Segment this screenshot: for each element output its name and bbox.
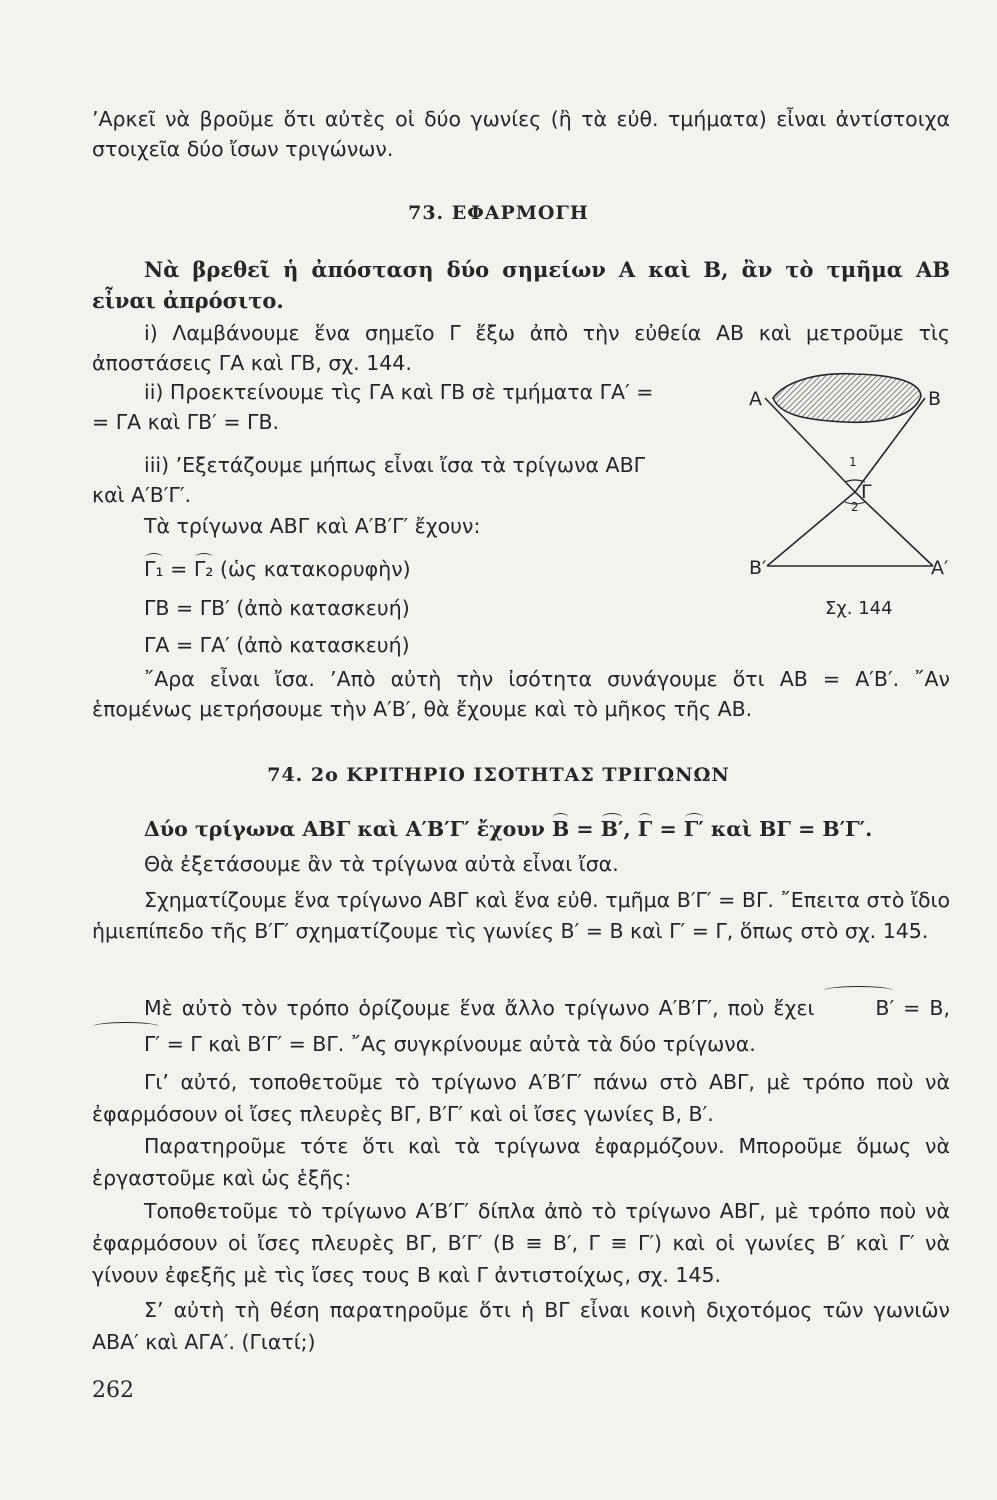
label-bp: Β′ [749, 557, 767, 579]
p3-prefix: Μὲ αὐτὸ τὸν τρόπο ὁρίζουμε ἕνα ἄλλο τρίγωνο Α′Β′Γ′, ποὺ ἔχει [144, 996, 824, 1020]
sec74-paragraph-4: Γι’ αὐτό, τοποθετοῦμε τὸ τρίγωνο Α′Β′Γ′ πάνω στὸ ΑΒΓ, μὲ τρόπο ποὺ νὰ ἐφαρμόσουν οἱ ἴσες πλευρὲς ΒΓ, Β′Γ′ καὶ οἱ ἴσες γωνίες Β, Β′. [92, 1070, 950, 1126]
section-73-heading: 73. ΕΦΑΡΜΟΓΗ [408, 202, 589, 224]
statement-sep: , [623, 817, 638, 841]
p3-suffix: = Γ καὶ Β′Γ′ = ΒΓ. ῎Ας συγκρίνουμε αὐτὰ τὰ δύο τρίγωνα. [160, 1032, 756, 1056]
triangles-have: Τὰ τρίγωνα ΑΒΓ καὶ Α′Β′Γ′ ἔχουν: [144, 514, 481, 538]
p3-mid: = Β, [894, 996, 950, 1020]
line-g-ap [855, 492, 933, 566]
equality-angles [144, 557, 411, 581]
step-2-line-1: ii) Προεκτείνουμε τὶς ΓΑ καὶ ΓΒ σὲ τμήματα ΓΑ′ = [144, 380, 654, 404]
label-ap: Α′ [931, 557, 949, 579]
conclusion-paragraph: ῎Αρα εἶναι ἴσα. ’Απὸ αὐτὴ τὴν ἰσότητα συνάγουμε ὅτι ΑΒ = Α′Β′. ῎Αν ἑπομένως μετρήσουμε τὴν Α′Β′, θὰ ἔχουμε καὶ τὸ μῆκος τῆς ΑΒ. [92, 667, 950, 721]
statement-eq-1: = [569, 817, 601, 841]
label-a: Α [749, 388, 762, 410]
label-1: 1 [849, 455, 857, 469]
figure-144-caption: Σχ. 144 [825, 598, 893, 619]
statement-prefix: Δύο τρίγωνα ΑΒΓ καὶ Α′Β′Γ′ ἔχουν [144, 817, 552, 841]
step-3-line-1: iii) ’Εξετάζουμε μήπως εἶναι ἴσα τὰ τρίγωνα ΑΒΓ [144, 453, 646, 477]
label-b: Β [928, 388, 942, 410]
equality-note: (ὡς κατακορυφὴν) [213, 557, 411, 581]
p3-angle-gp: Γ′ [92, 1026, 160, 1062]
section-74-statement [144, 817, 872, 841]
sec74-paragraph-5: Παρατηροῦμε τότε ὅτι καὶ τὰ τρίγωνα ἐφαρμόζουν. Μποροῦμε ὅμως νὰ ἐργαστοῦμε καὶ ὡς ἑξῆς: [92, 1134, 950, 1190]
statement-eq-2: = [652, 817, 684, 841]
step-1-paragraph: i) Λαμβάνουμε ἕνα σημεῖο Γ ἔξω ἀπὸ τὴν εὐθεία ΑΒ καὶ μετροῦμε τὶς ἀποστάσεις ΓΑ καὶ ΓΒ, σχ. 144. [92, 321, 950, 375]
figure-144 [745, 360, 955, 620]
sec74-paragraph-6: Τοποθετοῦμε τὸ τρίγωνο Α′Β′Γ′ δίπλα ἀπὸ τὸ τρίγωνο ΑΒΓ, μὲ τρόπο ποὺ νὰ ἐφαρμόσουν οἱ ἴσες πλευρὲς ΒΓ, Β′Γ′ (Β ≡ Β′, Γ ≡ Γ′) καὶ οἱ γωνίες Β′ καὶ Γ′ νὰ γίνουν ἐφεξῆς μὲ τὶς ἴσες τους Β καὶ Γ ἀντιστοίχως, σχ. 145. [92, 1199, 950, 1287]
label-g: Γ [861, 481, 872, 503]
angle-bp: Β′ [600, 817, 624, 841]
statement-suffix: καὶ ΒΓ = Β′Γ′. [703, 817, 873, 841]
step-3-line-2: καὶ Α′Β′Γ′. [92, 483, 192, 507]
angle-g: Γ [637, 817, 653, 841]
figure-144-drawing [745, 360, 955, 620]
page-number: 262 [92, 1378, 134, 1403]
label-2: 2 [851, 500, 859, 514]
line-g-bp [767, 492, 855, 566]
angle-b: Β [551, 817, 570, 841]
equality-ga: ΓΑ = ΓΑ′ (ἀπὸ κατασκευή) [144, 633, 410, 657]
equals-sign: = [163, 557, 194, 581]
sec74-paragraph-2: Σχηματίζουμε ἕνα τρίγωνο ΑΒΓ καὶ ἕνα εὐθ. τμῆμα Β′Γ′ = ΒΓ. ῎Επειτα στὸ ἴδιο ἡμιεπίπεδο τῆς Β′Γ′ σχηματίζουμε τὶς γωνίες Β′ = Β καὶ Γ′ = Γ, ὅπως στὸ σχ. 145. [92, 888, 950, 943]
p3-angle-bp: Β′ [823, 990, 894, 1026]
equality-gb: ΓΒ = ΓΒ′ (ἀπὸ κατασκευή) [144, 596, 410, 620]
angle-gp: Γ′ [683, 817, 704, 841]
section-74-heading: 74. 2ο ΚΡΙΤΗΡΙΟ ΙΣΟΤΗΤΑΣ ΤΡΙΓΩΝΩΝ [267, 764, 730, 786]
section-73-problem: Νὰ βρεθεῖ ἡ ἀπόσταση δύο σημείων Α καὶ Β, ἂν τὸ τμῆμα ΑΒ εἶναι ἀπρόσιτο. [92, 257, 950, 313]
step-2-line-2: = ΓΑ καὶ ΓΒ′ = ΓΒ. [92, 410, 280, 434]
sec74-paragraph-1: Θὰ ἐξετάσουμε ἂν τὰ τρίγωνα αὐτὰ εἶναι ἴσα. [144, 852, 619, 876]
sec74-paragraph-7: Σ’ αὐτὴ τὴ θέση παρατηροῦμε ὅτι ἡ ΒΓ εἶναι κοινὴ διχοτόμος τῶν γωνιῶν ΑΒΑ′ καὶ ΑΓΑ′. (Γιατί;) [92, 1298, 950, 1354]
angle-g1: Γ₁ [144, 557, 164, 581]
sec74-paragraph-3 [92, 990, 950, 1062]
obstacle-region [773, 374, 921, 423]
angle-g2: Γ₂ [193, 557, 214, 581]
intro-paragraph: ’Αρκεῖ νὰ βροῦμε ὅτι αὐτὲς οἱ δύο γωνίες (ἢ τὰ εὐθ. τμήματα) εἶναι ἀντίστοιχα στοιχεῖα δύο ἴσων τριγώνων. [92, 107, 950, 161]
